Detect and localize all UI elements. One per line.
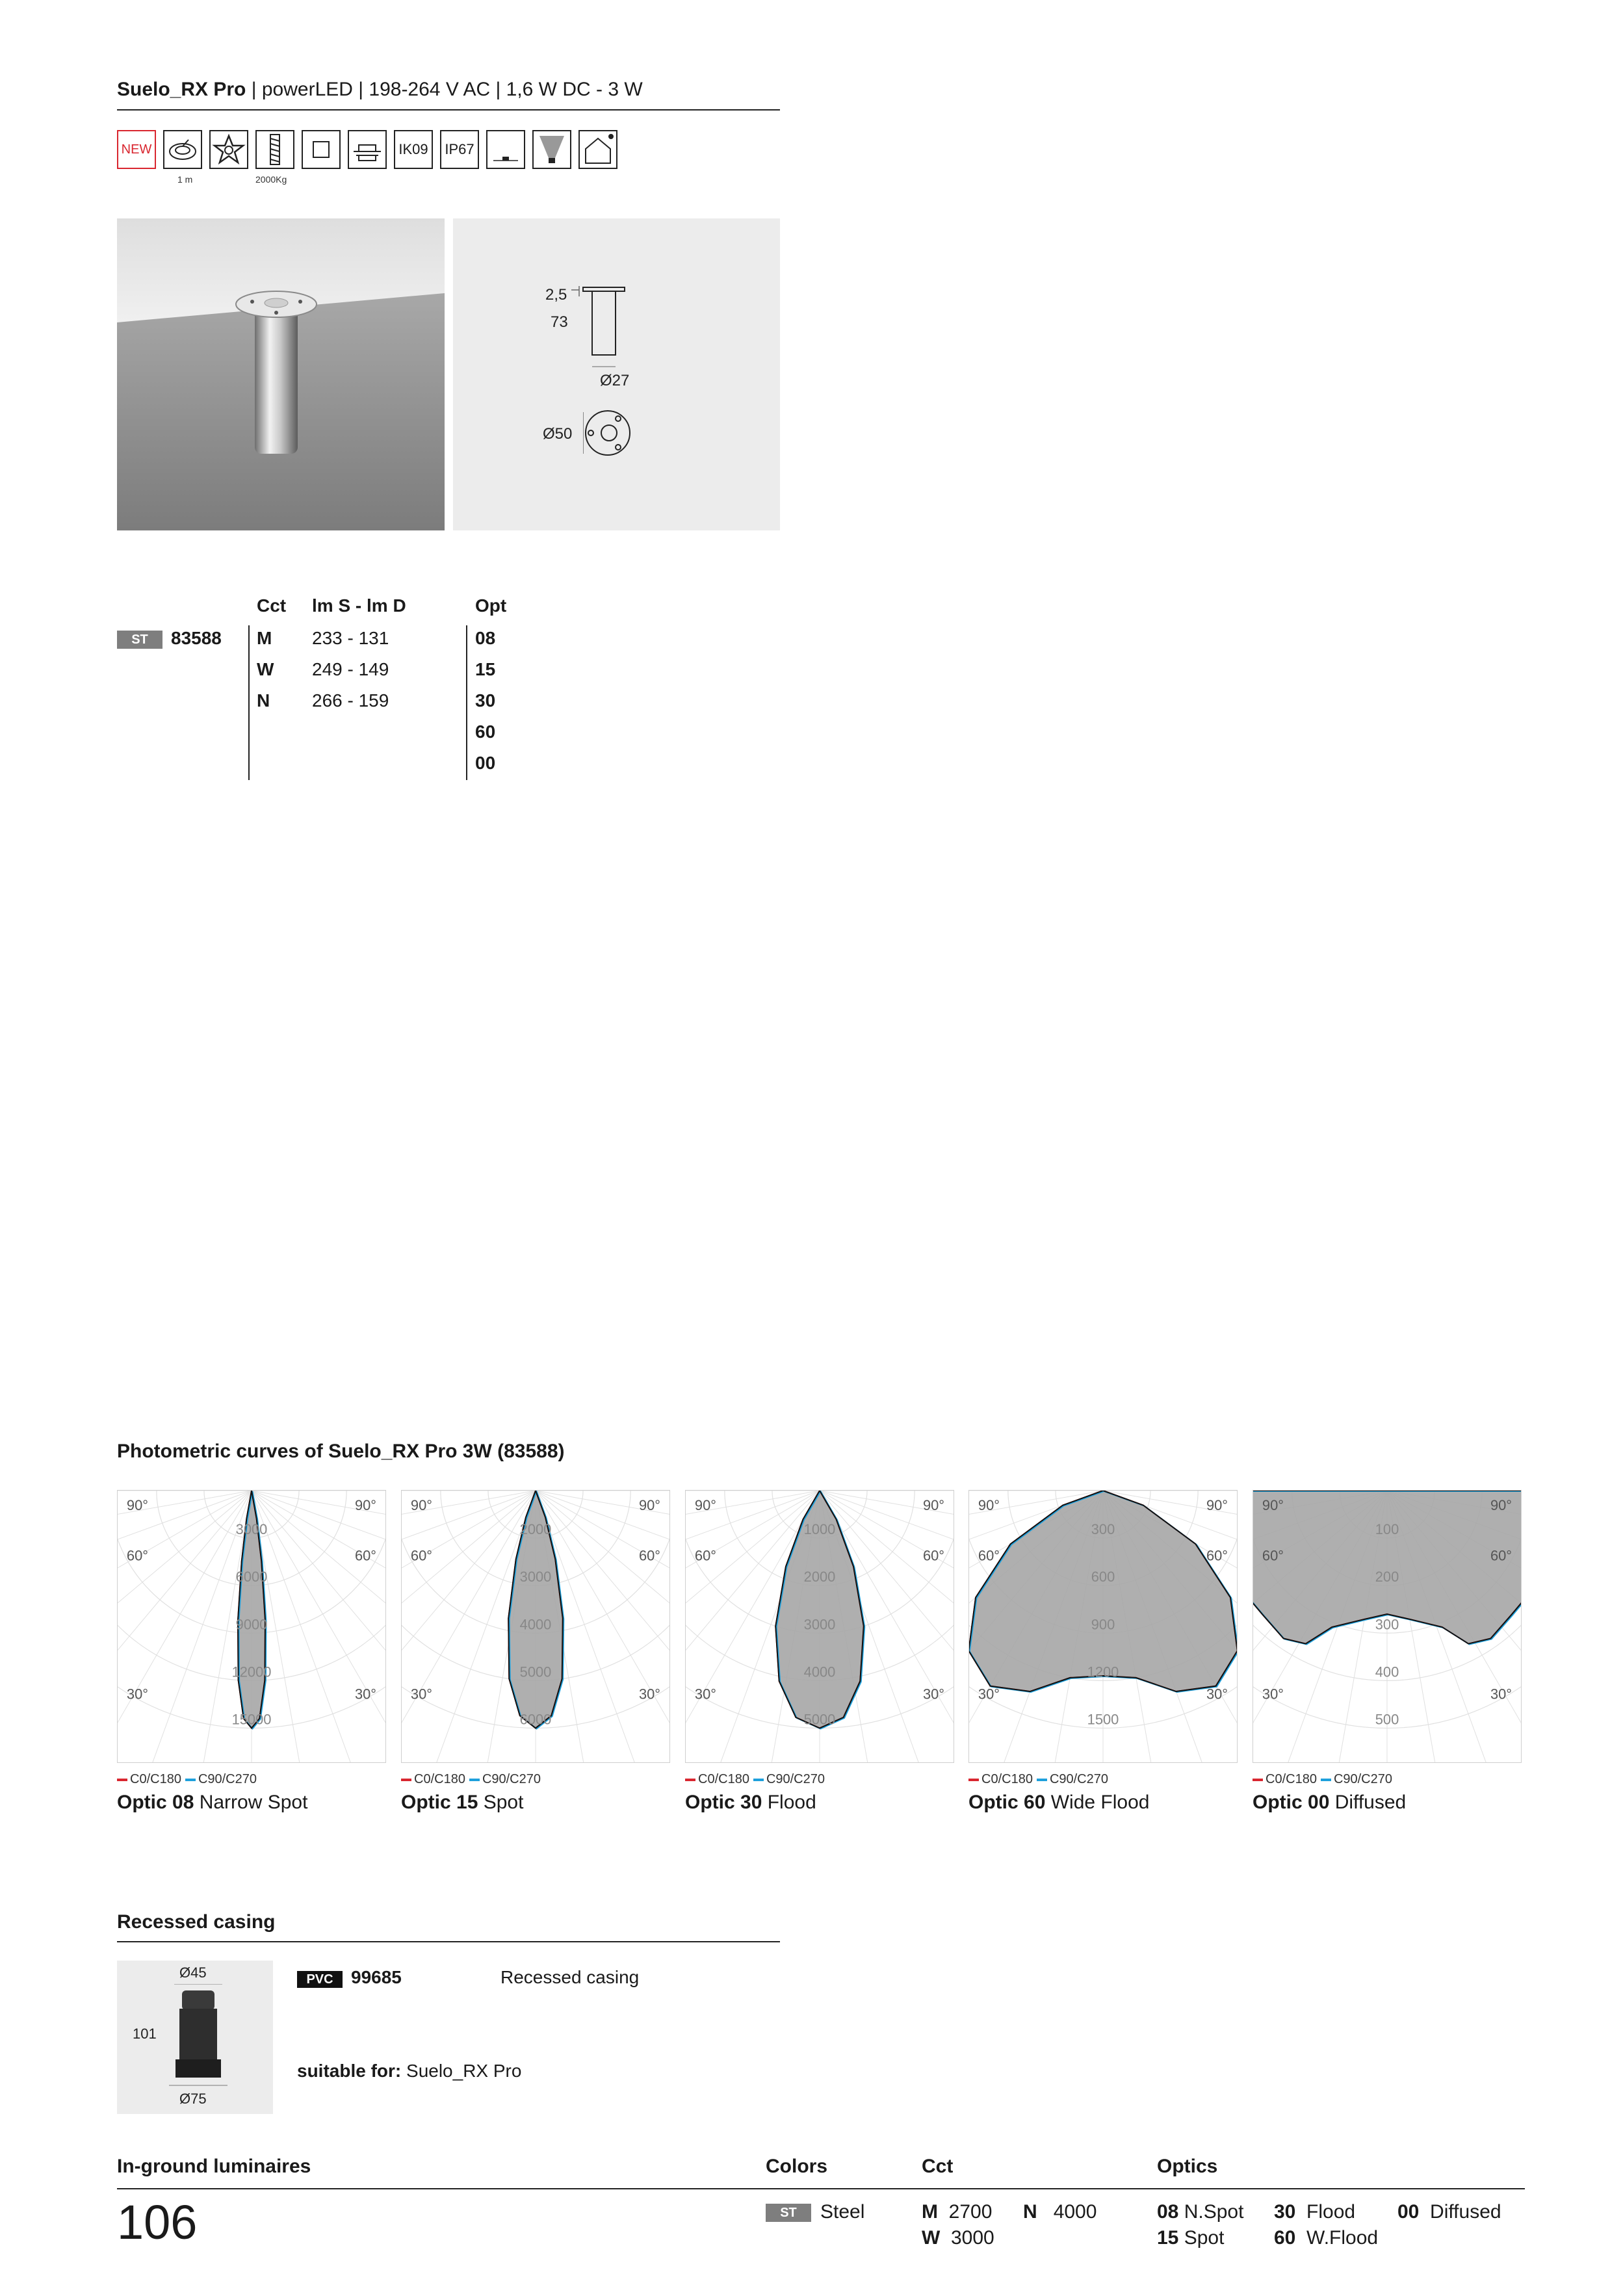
optic-key: 00	[1397, 2201, 1420, 2223]
optic-60-label	[968, 1792, 1149, 1814]
angle-label: 30°	[126, 1686, 149, 1702]
ring-label: 6000	[519, 1711, 552, 1728]
ring-label: 3000	[519, 1569, 552, 1585]
optic-key: 60	[1274, 2227, 1296, 2249]
legend-c90: C90/C270	[1333, 1772, 1392, 1786]
footer-rule	[117, 2188, 1525, 2189]
column-cct: Cct	[257, 595, 287, 616]
product-header	[117, 77, 780, 111]
ik-rating: IK09	[394, 130, 433, 169]
ground-icon	[486, 130, 525, 169]
dimension-flange-diameter: Ø50	[543, 425, 573, 443]
footer-optic-60	[1274, 2227, 1378, 2249]
polar-chart-optic-00	[1253, 1490, 1522, 1763]
optic-name: Spot	[478, 1792, 524, 1813]
legend-c0: C0/C180	[130, 1772, 181, 1786]
legend-c90: C90/C270	[198, 1772, 257, 1786]
footer-cct-n	[1023, 2201, 1097, 2223]
angle-label: 60°	[1262, 1547, 1284, 1564]
casing-height: 101	[133, 2026, 157, 2042]
footer-optic-15	[1157, 2227, 1224, 2249]
angle-label: 90°	[1262, 1496, 1284, 1513]
material-badge: PVC	[297, 1971, 343, 1988]
suitable-value: Suelo_RX Pro	[401, 2061, 522, 2081]
casing-top-diameter: Ø45	[179, 1964, 207, 1981]
optic-value: N.Spot	[1184, 2201, 1244, 2223]
optic-value: Spot	[1184, 2227, 1225, 2249]
suitable-label: suitable for:	[297, 2061, 402, 2081]
optic-key: 15	[1157, 2227, 1179, 2249]
product-specs: | powerLED | 198-264 V AC | 1,6 W DC - 3 W	[246, 79, 643, 100]
angle-label: 60°	[922, 1547, 945, 1564]
page-number: 106	[117, 2195, 198, 2249]
optic-00: 00	[475, 753, 496, 773]
cct-value: 4000	[1053, 2201, 1097, 2223]
dimension-length: 73	[551, 313, 568, 331]
footer-section-title: In-ground luminaires	[117, 2156, 311, 2177]
ring-label: 12000	[231, 1663, 272, 1680]
optic-00-label	[1253, 1792, 1406, 1814]
ring-label: 6000	[235, 1569, 268, 1585]
grid-ray	[118, 1491, 252, 1677]
angle-label: 90°	[638, 1496, 661, 1513]
angle-label: 90°	[410, 1496, 433, 1513]
legend-c90: C90/C270	[766, 1772, 825, 1786]
top-view-drawing	[583, 407, 648, 459]
polar-chart-optic-60	[968, 1490, 1238, 1763]
optic-code: Optic 00	[1253, 1792, 1330, 1813]
dimension-flange: 2,5	[545, 286, 567, 304]
lumen-m: 233 - 131	[312, 628, 389, 648]
ring-label: 3000	[803, 1616, 836, 1633]
dimension-body-diameter: Ø27	[600, 372, 630, 389]
divider-cct	[248, 625, 250, 780]
angle-label: 30°	[978, 1686, 1000, 1702]
outdoor-icon	[578, 130, 617, 169]
column-lumen: lm S - lm D	[312, 595, 406, 616]
angle-label: 90°	[354, 1496, 377, 1513]
footer-colors-heading: Colors	[766, 2156, 828, 2177]
cct-w: W	[257, 659, 274, 679]
angle-label: 30°	[922, 1686, 945, 1702]
optic-15-label	[401, 1792, 523, 1814]
product-code: 83588	[171, 628, 222, 648]
angle-label: 30°	[354, 1686, 377, 1702]
cct-m: M	[257, 628, 272, 648]
polar-chart-optic-08	[117, 1490, 386, 1763]
optic-key: 08	[1157, 2201, 1179, 2223]
legend-optic-08	[117, 1772, 257, 1787]
optic-name: Flood	[762, 1792, 816, 1813]
optic-value: Flood	[1306, 2201, 1356, 2223]
casing-code: 99685	[351, 1967, 402, 1987]
legend-c90: C90/C270	[482, 1772, 541, 1786]
cable-item	[163, 130, 202, 185]
legend-optic-00	[1253, 1772, 1392, 1787]
angle-label: 30°	[1490, 1686, 1513, 1702]
optic-name: Diffused	[1329, 1792, 1407, 1813]
angle-label: 60°	[1206, 1547, 1228, 1564]
feature-icons	[117, 130, 617, 185]
cable-length: 1 m	[177, 174, 193, 185]
legend-c0: C0/C180	[1266, 1772, 1317, 1786]
cct-n: N	[257, 690, 270, 711]
footer-cct-w	[922, 2227, 994, 2249]
angle-label: 60°	[354, 1547, 377, 1564]
angle-label: 30°	[638, 1686, 661, 1702]
ring-label: 100	[1375, 1521, 1399, 1538]
polar-chart-optic-30	[685, 1490, 954, 1763]
angle-label: 90°	[1206, 1496, 1228, 1513]
angle-label: 60°	[978, 1547, 1000, 1564]
ring-label: 1200	[1087, 1663, 1119, 1680]
angle-label: 60°	[638, 1547, 661, 1564]
angle-label: 90°	[922, 1496, 945, 1513]
cct-key: W	[922, 2227, 941, 2249]
angle-label: 90°	[978, 1496, 1000, 1513]
divider-opt	[466, 625, 467, 780]
legend-optic-15	[401, 1772, 541, 1787]
angle-label: 60°	[410, 1547, 433, 1564]
ring-label: 2000	[519, 1521, 552, 1538]
square-icon	[302, 130, 341, 169]
cct-value: 2700	[948, 2201, 993, 2223]
ring-label: 5000	[803, 1711, 836, 1728]
ring-label: 4000	[519, 1616, 552, 1633]
ring-label: 9000	[235, 1616, 268, 1633]
casing-section-title: Recessed casing	[117, 1911, 780, 1942]
casing-drawing	[117, 1961, 273, 2114]
new-badge: NEW	[117, 130, 156, 169]
load-item	[255, 130, 294, 185]
ring-label: 5000	[519, 1663, 552, 1680]
footer-optic-30	[1274, 2201, 1355, 2223]
angle-label: 90°	[1490, 1496, 1513, 1513]
optic-08-label	[117, 1792, 307, 1814]
footer-optic-08	[1157, 2201, 1243, 2223]
casing-description: Recessed casing	[500, 1967, 640, 1987]
optic-name: Narrow Spot	[194, 1792, 308, 1813]
optic-key: 30	[1274, 2201, 1296, 2223]
ring-label: 2000	[803, 1569, 836, 1585]
photometric-title: Photometric curves of Suelo_RX Pro 3W (83588)	[117, 1441, 565, 1462]
ring-label: 500	[1375, 1711, 1399, 1728]
optic-code: Optic 60	[968, 1792, 1046, 1813]
angle-label: 60°	[1490, 1547, 1513, 1564]
polar-chart-optic-15	[401, 1490, 670, 1763]
footer-color-badge: ST	[766, 2204, 811, 2222]
ring-label: 4000	[803, 1663, 836, 1680]
cct-key: M	[922, 2201, 938, 2223]
footer-cct-heading: Cct	[922, 2156, 954, 2177]
side-view-drawing	[570, 283, 648, 374]
ring-label: 300	[1091, 1521, 1115, 1538]
casing-shape	[162, 1984, 234, 2088]
lumen-w: 249 - 149	[312, 659, 389, 679]
ip-rating: IP67	[440, 130, 479, 169]
ring-label: 3000	[235, 1521, 268, 1538]
product-name: Suelo_RX Pro	[117, 79, 246, 100]
legend-c0: C0/C180	[414, 1772, 465, 1786]
cable-icon	[163, 130, 202, 169]
ring-label: 1000	[803, 1521, 836, 1538]
recessed-icon	[348, 130, 387, 169]
optic-60: 60	[475, 722, 496, 742]
optic-code: Optic 15	[401, 1792, 478, 1813]
ring-label: 900	[1091, 1616, 1115, 1633]
ring-label: 15000	[231, 1711, 272, 1728]
angle-label: 90°	[694, 1496, 717, 1513]
casing-compatibility	[297, 2061, 521, 2081]
legend-c0: C0/C180	[698, 1772, 749, 1786]
footer-optics-heading: Optics	[1157, 2156, 1218, 2177]
cct-key: N	[1023, 2201, 1037, 2223]
angle-label: 60°	[694, 1547, 717, 1564]
ring-label: 600	[1091, 1569, 1115, 1585]
optic-value: Diffused	[1430, 2201, 1501, 2223]
legend-c90: C90/C270	[1049, 1772, 1108, 1786]
optic-value: W.Flood	[1306, 2227, 1379, 2249]
optic-30: 30	[475, 690, 496, 711]
legend-optic-60	[968, 1772, 1108, 1787]
ring-label: 400	[1375, 1663, 1399, 1680]
product-photo	[117, 218, 445, 530]
footer-optic-00	[1397, 2201, 1501, 2223]
angle-label: 30°	[694, 1686, 717, 1702]
optic-15: 15	[475, 659, 496, 679]
load-rating: 2000Kg	[255, 174, 287, 185]
cct-value: 3000	[951, 2227, 994, 2249]
legend-optic-30	[685, 1772, 825, 1787]
angle-label: 60°	[126, 1547, 149, 1564]
footer-color-name: Steel	[820, 2201, 865, 2223]
optic-code: Optic 08	[117, 1792, 194, 1813]
optic-30-label	[685, 1792, 816, 1814]
column-optic: Opt	[475, 595, 507, 616]
optic-08: 08	[475, 628, 496, 648]
angle-label: 30°	[1262, 1686, 1284, 1702]
optic-code: Optic 30	[685, 1792, 762, 1813]
legend-c0: C0/C180	[981, 1772, 1033, 1786]
angle-label: 30°	[1206, 1686, 1228, 1702]
ring-label: 200	[1375, 1569, 1399, 1585]
color-badge: ST	[117, 631, 162, 649]
optic-name: Wide Flood	[1045, 1792, 1150, 1813]
lumen-n: 266 - 159	[312, 690, 389, 711]
grid-ray	[252, 1491, 385, 1677]
star-icon	[209, 130, 248, 169]
angle-label: 90°	[126, 1496, 149, 1513]
ring-label: 300	[1375, 1616, 1399, 1633]
load-icon	[255, 130, 294, 169]
footer-cct-m	[922, 2201, 992, 2223]
ring-label: 1500	[1087, 1711, 1119, 1728]
technical-drawing	[453, 218, 780, 530]
light-beam-icon	[532, 130, 571, 169]
angle-label: 30°	[410, 1686, 433, 1702]
casing-bottom-diameter: Ø75	[179, 2091, 207, 2107]
